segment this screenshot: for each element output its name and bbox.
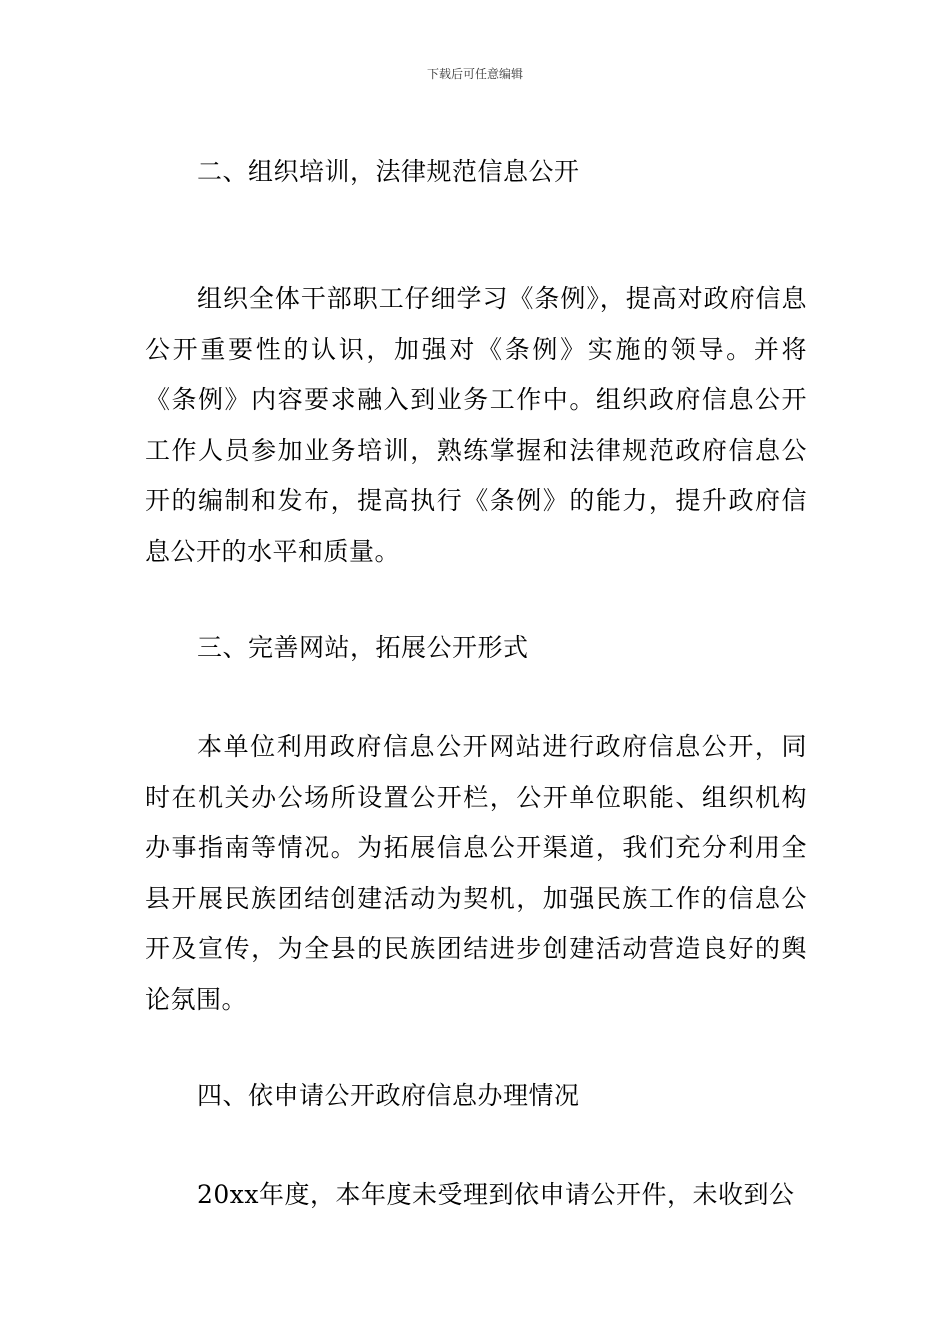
section-paragraph-2: 组织全体干部职工仔细学习《条例》，提高对政府信息公开重要性的认识，加强对《条例》实施的领导。并将《条例》内容要求融入到业务工作中。组织政府信息公开工作人员参加业务培训，熟练掌握和法律规范政府信息公开的编制和发布，提高执行《条例》的能力，提升政府信息公开的水平和质量。 (145, 284, 807, 566)
section-paragraph-3: 本单位利用政府信息公开网站进行政府信息公开，同时在机关办公场所设置公开栏，公开单位职能、组织机构办事指南等情况。为拓展信息公开渠道，我们充分利用全县开展民族团结创建活动为契机，加强民族工作的信息公开及宣传，为全县的民族团结进步创建活动营造良好的舆论氛围。 (145, 732, 807, 1014)
section-heading-4: 四、依申请公开政府信息办理情况 (197, 1081, 580, 1110)
section-paragraph-4: 20xx年度，本年度未受理到依申请公开件，未收到公 (197, 1180, 795, 1209)
section-heading-2: 二、组织培训，法律规范信息公开 (197, 157, 580, 186)
section-heading-3: 三、完善网站，拓展公开形式 (197, 633, 529, 662)
page-header-note: 下载后可任意编辑 (426, 67, 523, 81)
